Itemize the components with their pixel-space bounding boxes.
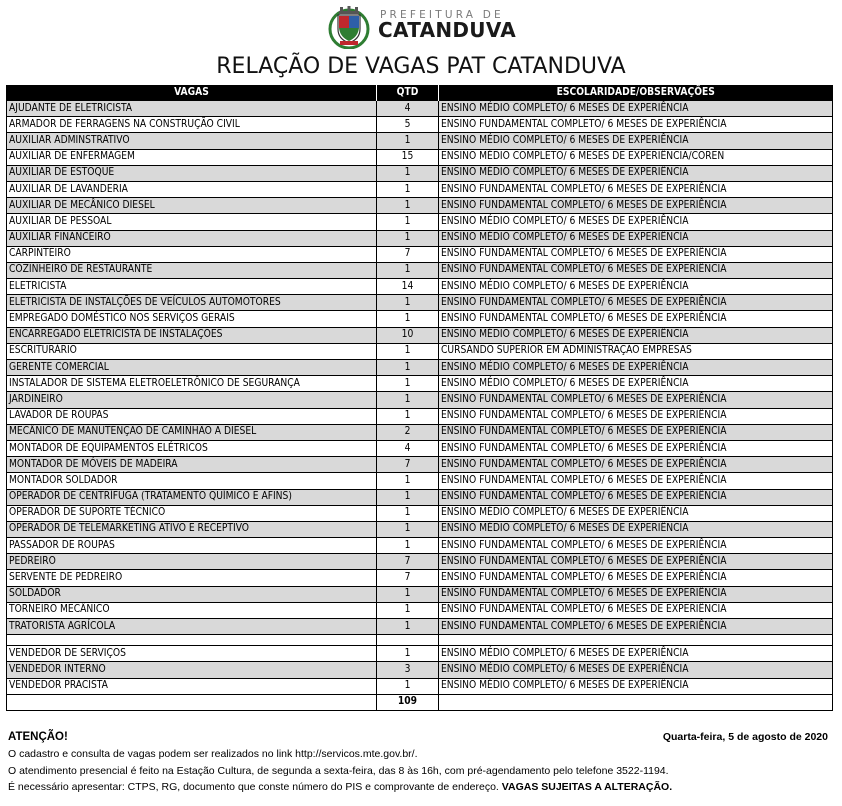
table-row — [7, 246, 833, 262]
cell-observacao: ENSINO FUNDAMENTAL COMPLETO/ 6 MESES DE EXPERIÊNCIA — [439, 554, 833, 570]
cell-vaga: AUXILIAR DE ENFERMAGEM — [7, 149, 377, 165]
cell-observacao: ENSINO MÉDIO COMPLETO/ 6 MESES DE EXPERIÊNCIA — [439, 505, 833, 521]
column-header-qtd: QTD — [377, 85, 439, 101]
cell-vaga: AUXILIAR DE LAVANDERIA — [7, 181, 377, 197]
cell-observacao: ENSINO FUNDAMENTAL COMPLETO/ 6 MESES DE EXPERIÊNCIA — [439, 489, 833, 505]
cell-vaga: VENDEDOR PRACISTA — [7, 678, 377, 694]
cell-observacao: ENSINO MÉDIO COMPLETO/ 6 MESES DE EXPERIÊNCIA — [439, 165, 833, 181]
cell-vaga: AUXILIAR DE PESSOAL — [7, 214, 377, 230]
cell-vaga: SERVENTE DE PEDREIRO — [7, 570, 377, 586]
cell-observacao: ENSINO FUNDAMENTAL COMPLETO/ 6 MESES DE EXPERIÊNCIA — [439, 619, 833, 635]
cell-vaga: GERENTE COMERCIAL — [7, 360, 377, 376]
table-row — [7, 198, 833, 214]
cell-qtd: 1 — [377, 198, 439, 214]
cell-vaga: PASSADOR DE ROUPAS — [7, 538, 377, 554]
cell-vaga: OPERADOR DE CENTRÍFUGA (TRATAMENTO QUÍMICO E AFINS) — [7, 489, 377, 505]
cell-vaga: JARDINEIRO — [7, 392, 377, 408]
table-row — [7, 424, 833, 440]
table-row — [7, 360, 833, 376]
table-row — [7, 602, 833, 618]
table-row — [7, 586, 833, 602]
cell-qtd: 1 — [377, 538, 439, 554]
table-row — [7, 570, 833, 586]
cell-vaga: ENCARREGADO ELETRICISTA DE INSTALAÇÕES — [7, 327, 377, 343]
cell-observacao: ENSINO FUNDAMENTAL COMPLETO/ 6 MESES DE EXPERIÊNCIA — [439, 117, 833, 133]
cell-vaga: EMPREGADO DOMÉSTICO NOS SERVIÇOS GERAIS — [7, 311, 377, 327]
cell-observacao: ENSINO MÉDIO COMPLETO/ 6 MESES DE EXPERIÊNCIA — [439, 521, 833, 537]
cell-vaga: AJUDANTE DE ELETRICISTA — [7, 101, 377, 117]
table-row — [7, 505, 833, 521]
cell-observacao: ENSINO FUNDAMENTAL COMPLETO/ 6 MESES DE EXPERIÊNCIA — [439, 198, 833, 214]
cell-observacao: ENSINO MÉDIO COMPLETO/ 6 MESES DE EXPERIÊNCIA — [439, 133, 833, 149]
cell-observacao: ENSINO MÉDIO COMPLETO/ 6 MESES DE EXPERIÊNCIA — [439, 646, 833, 662]
table-row — [7, 554, 833, 570]
cell-observacao: ENSINO FUNDAMENTAL COMPLETO/ 6 MESES DE EXPERIÊNCIA — [439, 181, 833, 197]
cell-qtd: 1 — [377, 408, 439, 424]
spacer-cell — [439, 635, 833, 646]
cell-vaga: INSTALADOR DE SISTEMA ELETROELETRÔNICO DE SEGURANÇA — [7, 376, 377, 392]
table-row — [7, 311, 833, 327]
table-row — [7, 392, 833, 408]
publication-date: Quarta-feira, 5 de agosto de 2020 — [662, 731, 828, 743]
cell-vaga: MONTADOR DE EQUIPAMENTOS ELÉTRICOS — [7, 440, 377, 456]
cell-vaga: ARMADOR DE FERRAGENS NA CONSTRUÇÃO CIVIL — [7, 117, 377, 133]
cell-qtd: 4 — [377, 101, 439, 117]
column-header-observacoes: ESCOLARIDADE/OBSERVAÇÕES — [439, 85, 833, 101]
table-row — [7, 457, 833, 473]
cell-observacao: ENSINO MÉDIO COMPLETO/ 6 MESES DE EXPERIÊNCIA/COREN — [439, 149, 833, 165]
cell-observacao: ENSINO FUNDAMENTAL COMPLETO/ 6 MESES DE EXPERIÊNCIA — [439, 538, 833, 554]
cell-qtd: 1 — [377, 295, 439, 311]
cell-qtd: 5 — [377, 117, 439, 133]
table-row — [7, 646, 833, 662]
cell-qtd: 1 — [377, 505, 439, 521]
cell-vaga: PEDREIRO — [7, 554, 377, 570]
table-row — [7, 440, 833, 456]
cell-qtd: 14 — [377, 279, 439, 295]
cell-qtd: 2 — [377, 424, 439, 440]
cell-vaga: TRATORISTA AGRÍCOLA — [7, 619, 377, 635]
cell-vaga: MECÂNICO DE MANUTENÇÃO DE CAMINHÃO A DIESEL — [7, 424, 377, 440]
table-row — [7, 376, 833, 392]
table-row — [7, 279, 833, 295]
cell-vaga: ESCRITURÁRIO — [7, 343, 377, 359]
cell-observacao: ENSINO MÉDIO COMPLETO/ 6 MESES DE EXPERIÊNCIA — [439, 360, 833, 376]
table-row — [7, 214, 833, 230]
cell-qtd: 1 — [377, 343, 439, 359]
cell-vaga: OPERADOR DE SUPORTE TÉCNICO — [7, 505, 377, 521]
table-row — [7, 149, 833, 165]
cell-observacao: ENSINO FUNDAMENTAL COMPLETO/ 6 MESES DE EXPERIÊNCIA — [439, 570, 833, 586]
note-line-2: O atendimento presencial é feito na Estação Cultura, de segunda a sexta-feira, das 8 às 16h, com pré-agendamento pelo telefone 3522-1194. — [8, 765, 669, 777]
table-row — [7, 181, 833, 197]
cell-vaga: AUXILIAR DE MECÂNICO DIESEL — [7, 198, 377, 214]
cell-observacao: ENSINO FUNDAMENTAL COMPLETO/ 6 MESES DE EXPERIÊNCIA — [439, 311, 833, 327]
cell-observacao: ENSINO FUNDAMENTAL COMPLETO/ 6 MESES DE EXPERIÊNCIA — [439, 424, 833, 440]
total-obs-cell — [439, 694, 833, 710]
cell-observacao: ENSINO FUNDAMENTAL COMPLETO/ 6 MESES DE EXPERIÊNCIA — [439, 408, 833, 424]
brand-name: CATANDUVA — [378, 18, 517, 42]
page-title: RELAÇÃO DE VAGAS PAT CATANDUVA — [216, 54, 626, 79]
cell-qtd: 1 — [377, 181, 439, 197]
cell-vaga: VENDEDOR DE SERVIÇOS — [7, 646, 377, 662]
cell-qtd: 7 — [377, 570, 439, 586]
cell-observacao: ENSINO FUNDAMENTAL COMPLETO/ 6 MESES DE EXPERIÊNCIA — [439, 457, 833, 473]
table-row — [7, 262, 833, 278]
cell-observacao: ENSINO FUNDAMENTAL COMPLETO/ 6 MESES DE EXPERIÊNCIA — [439, 295, 833, 311]
cell-qtd: 1 — [377, 521, 439, 537]
cell-observacao: ENSINO FUNDAMENTAL COMPLETO/ 6 MESES DE EXPERIÊNCIA — [439, 246, 833, 262]
cell-vaga: ELETRICISTA DE INSTALÇÕES DE VEÍCULOS AUTOMOTORES — [7, 295, 377, 311]
total-qtd: 109 — [377, 694, 439, 710]
cell-vaga: AUXILIAR DE ESTOQUE — [7, 165, 377, 181]
note-line-3 — [8, 781, 672, 793]
cell-observacao: ENSINO FUNDAMENTAL COMPLETO/ 6 MESES DE EXPERIÊNCIA — [439, 392, 833, 408]
cell-qtd: 1 — [377, 489, 439, 505]
cell-qtd: 1 — [377, 602, 439, 618]
total-label-cell — [7, 694, 377, 710]
cell-vaga: OPERADOR DE TELEMARKETING ATIVO E RECEPTIVO — [7, 521, 377, 537]
cell-observacao: ENSINO FUNDAMENTAL COMPLETO/ 6 MESES DE EXPERIÊNCIA — [439, 440, 833, 456]
note-line-3-warning: VAGAS SUJEITAS A ALTERAÇÃO. — [501, 781, 673, 793]
table-row — [7, 619, 833, 635]
cell-qtd: 1 — [377, 214, 439, 230]
cell-vaga: MONTADOR SOLDADOR — [7, 473, 377, 489]
cell-qtd: 1 — [377, 473, 439, 489]
table-row — [7, 117, 833, 133]
cell-qtd: 1 — [377, 678, 439, 694]
cell-qtd: 3 — [377, 662, 439, 678]
cell-vaga: AUXILIAR FINANCEIRO — [7, 230, 377, 246]
cell-qtd: 10 — [377, 327, 439, 343]
cell-qtd: 1 — [377, 165, 439, 181]
cell-qtd: 7 — [377, 246, 439, 262]
table-row — [7, 662, 833, 678]
page-header — [0, 0, 842, 52]
cell-vaga: AUXILIAR ADMINSTRATIVO — [7, 133, 377, 149]
table-row — [7, 295, 833, 311]
column-header-vagas: VAGAS — [7, 85, 377, 101]
cell-vaga: LAVADOR DE ROUPAS — [7, 408, 377, 424]
cell-qtd: 1 — [377, 646, 439, 662]
brand-subtitle: PREFEITURA DE — [380, 9, 504, 21]
table-row — [7, 521, 833, 537]
cell-observacao: ENSINO MÉDIO COMPLETO/ 6 MESES DE EXPERIÊNCIA — [439, 279, 833, 295]
table-row — [7, 408, 833, 424]
cell-observacao: ENSINO FUNDAMENTAL COMPLETO/ 6 MESES DE EXPERIÊNCIA — [439, 262, 833, 278]
cell-observacao: ENSINO MÉDIO COMPLETO/ 6 MESES DE EXPERIÊNCIA — [439, 214, 833, 230]
note-line-1: O cadastro e consulta de vagas podem ser realizados no link http://servicos.mte.gov.br/. — [8, 748, 418, 760]
cell-vaga: MONTADOR DE MÓVEIS DE MADEIRA — [7, 457, 377, 473]
cell-qtd: 1 — [377, 360, 439, 376]
cell-observacao: ENSINO MÉDIO COMPLETO/ 6 MESES DE EXPERIÊNCIA — [439, 101, 833, 117]
cell-vaga: CARPINTEIRO — [7, 246, 377, 262]
cell-qtd: 7 — [377, 554, 439, 570]
spacer-cell — [377, 635, 439, 646]
note-line-3-text: É necessário apresentar: CTPS, RG, documento que conste número do PIS e comprovante de endereço. — [8, 781, 499, 793]
table-row — [7, 101, 833, 117]
cell-qtd: 1 — [377, 230, 439, 246]
cell-qtd: 1 — [377, 619, 439, 635]
cell-observacao: ENSINO FUNDAMENTAL COMPLETO/ 6 MESES DE EXPERIÊNCIA — [439, 586, 833, 602]
cell-observacao: ENSINO MÉDIO COMPLETO/ 6 MESES DE EXPERIÊNCIA — [439, 230, 833, 246]
total-row — [7, 694, 833, 710]
table-spacer-row — [7, 635, 833, 646]
spacer-cell — [7, 635, 377, 646]
cell-observacao: ENSINO FUNDAMENTAL COMPLETO/ 6 MESES DE EXPERIÊNCIA — [439, 602, 833, 618]
cell-observacao: ENSINO FUNDAMENTAL COMPLETO/ 6 MESES DE EXPERIÊNCIA — [439, 473, 833, 489]
cell-observacao: ENSINO MÉDIO COMPLETO/ 6 MESES DE EXPERIÊNCIA — [439, 376, 833, 392]
cell-qtd: 1 — [377, 262, 439, 278]
table-row — [7, 165, 833, 181]
cell-qtd: 1 — [377, 392, 439, 408]
attention-heading: ATENÇÃO! — [8, 731, 68, 743]
cell-vaga: TORNEIRO MECÂNICO — [7, 602, 377, 618]
cell-observacao: CURSANDO SUPERIOR EM ADMINISTRAÇÃO EMPRESAS — [439, 343, 833, 359]
cell-vaga: SOLDADOR — [7, 586, 377, 602]
cell-qtd: 1 — [377, 586, 439, 602]
table-row — [7, 327, 833, 343]
cell-qtd: 1 — [377, 311, 439, 327]
cell-vaga: COZINHEIRO DE RESTAURANTE — [7, 262, 377, 278]
table-row — [7, 678, 833, 694]
table-row — [7, 473, 833, 489]
table-header-row — [7, 85, 833, 101]
vagas-table — [6, 85, 833, 711]
cell-observacao: ENSINO MÉDIO COMPLETO/ 6 MESES DE EXPERIÊNCIA — [439, 327, 833, 343]
cell-qtd: 15 — [377, 149, 439, 165]
table-row — [7, 538, 833, 554]
cell-qtd: 1 — [377, 133, 439, 149]
cell-observacao: ENSINO MÉDIO COMPLETO/ 6 MESES DE EXPERIÊNCIA — [439, 662, 833, 678]
table-row — [7, 230, 833, 246]
cell-qtd: 7 — [377, 457, 439, 473]
cell-qtd: 1 — [377, 376, 439, 392]
table-row — [7, 133, 833, 149]
table-row — [7, 489, 833, 505]
city-crest-icon — [327, 5, 371, 49]
cell-vaga: ELETRICISTA — [7, 279, 377, 295]
table-row — [7, 343, 833, 359]
cell-observacao: ENSINO MÉDIO COMPLETO/ 6 MESES DE EXPERIÊNCIA — [439, 678, 833, 694]
cell-qtd: 4 — [377, 440, 439, 456]
cell-vaga: VENDEDOR INTERNO — [7, 662, 377, 678]
